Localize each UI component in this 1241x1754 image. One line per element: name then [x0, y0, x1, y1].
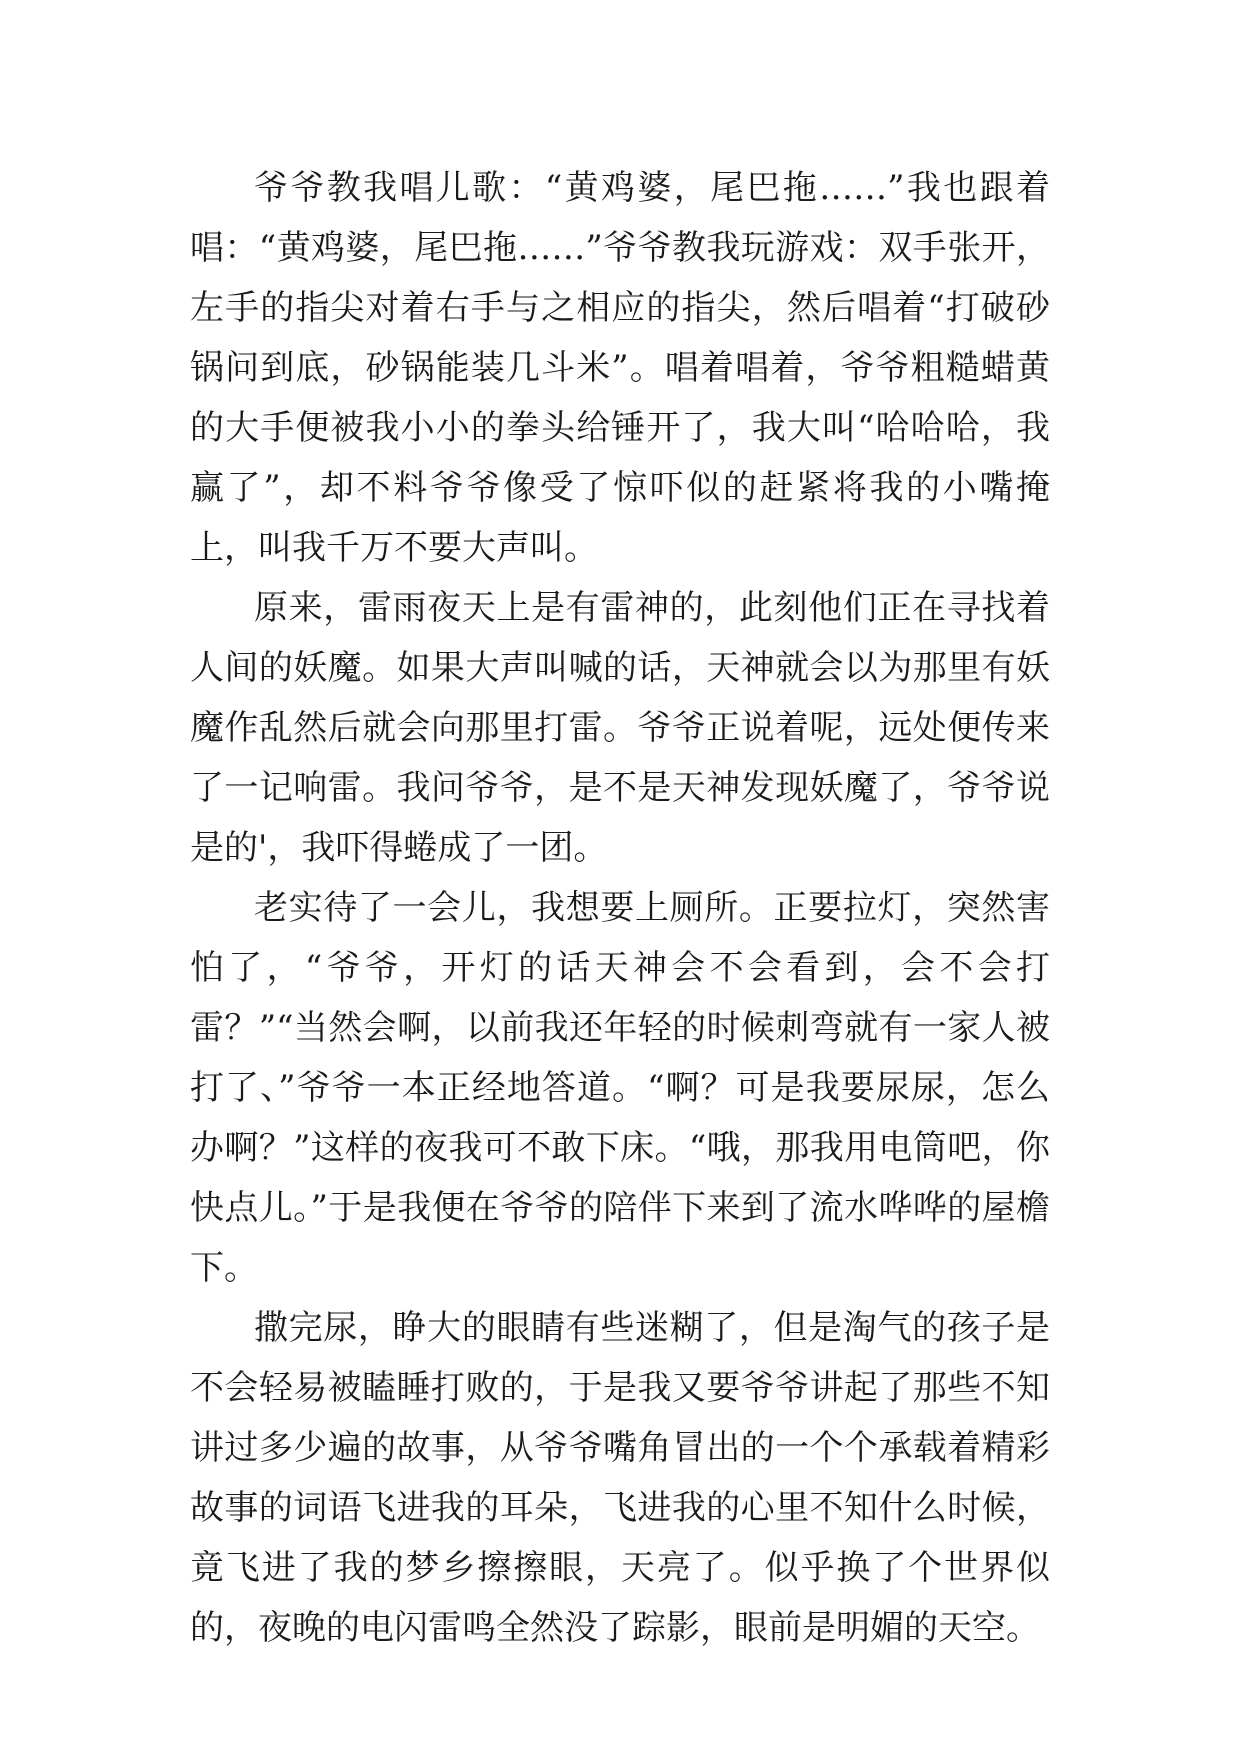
- paragraph-1: 爷爷教我唱儿歌：“黄鸡婆，尾巴拖……”我也跟着唱：“黄鸡婆，尾巴拖……”爷爷教我玩游戏：双手张开，左手的指尖对着右手与之相应的指尖，然后唱着“打破砂锅问到底，砂锅能装几斗米”。唱着唱着，爷爷粗糙蜡黄的大手便被我小小的拳头给锤开了，我大叫“哈哈哈，我赢了”，却不料爷爷像受了惊吓似的赶紧将我的小嘴掩上，叫我千万不要大声叫。: [190, 168, 1050, 568]
- paragraph-4: 撒完尿，睁大的眼睛有些迷糊了，但是淘气的孩子是不会轻易被瞌睡打败的，于是我又要爷爷讲起了那些不知讲过多少遍的故事，从爷爷嘴角冒出的一个个承载着精彩故事的词语飞进我的耳朵，飞进我的心里不知什么时候，竟飞进了我的梦乡擦擦眼，天亮了。似乎换了个世界似的，夜晚的电闪雷鸣全然没了踪影，眼前是明媚的天空。: [190, 1308, 1050, 1648]
- paragraph-3: 老实待了一会儿，我想要上厕所。正要拉灯，突然害怕了，“爷爷，开灯的话天神会不会看到，会不会打雷？”“当然会啊，以前我还年轻的时候刺弯就有一家人被打了、”爷爷一本正经地答道。“啊？可是我要尿尿，怎么办啊？”这样的夜我可不敢下床。“哦，那我用电筒吧，你快点儿。”于是我便在爷爷的陪伴下来到了流水哗哗的屋檐下。: [190, 888, 1050, 1288]
- paragraph-2: 原来，雷雨夜天上是有雷神的，此刻他们正在寻找着人间的妖魔。如果大声叫喊的话，天神就会以为那里有妖魔作乱然后就会向那里打雷。爷爷正说着呢，远处便传来了一记响雷。我问爷爷，是不是天神发现妖魔了，爷爷说是的'，我吓得蜷成了一团。: [190, 588, 1050, 868]
- document-page: [190, 158, 1050, 1658]
